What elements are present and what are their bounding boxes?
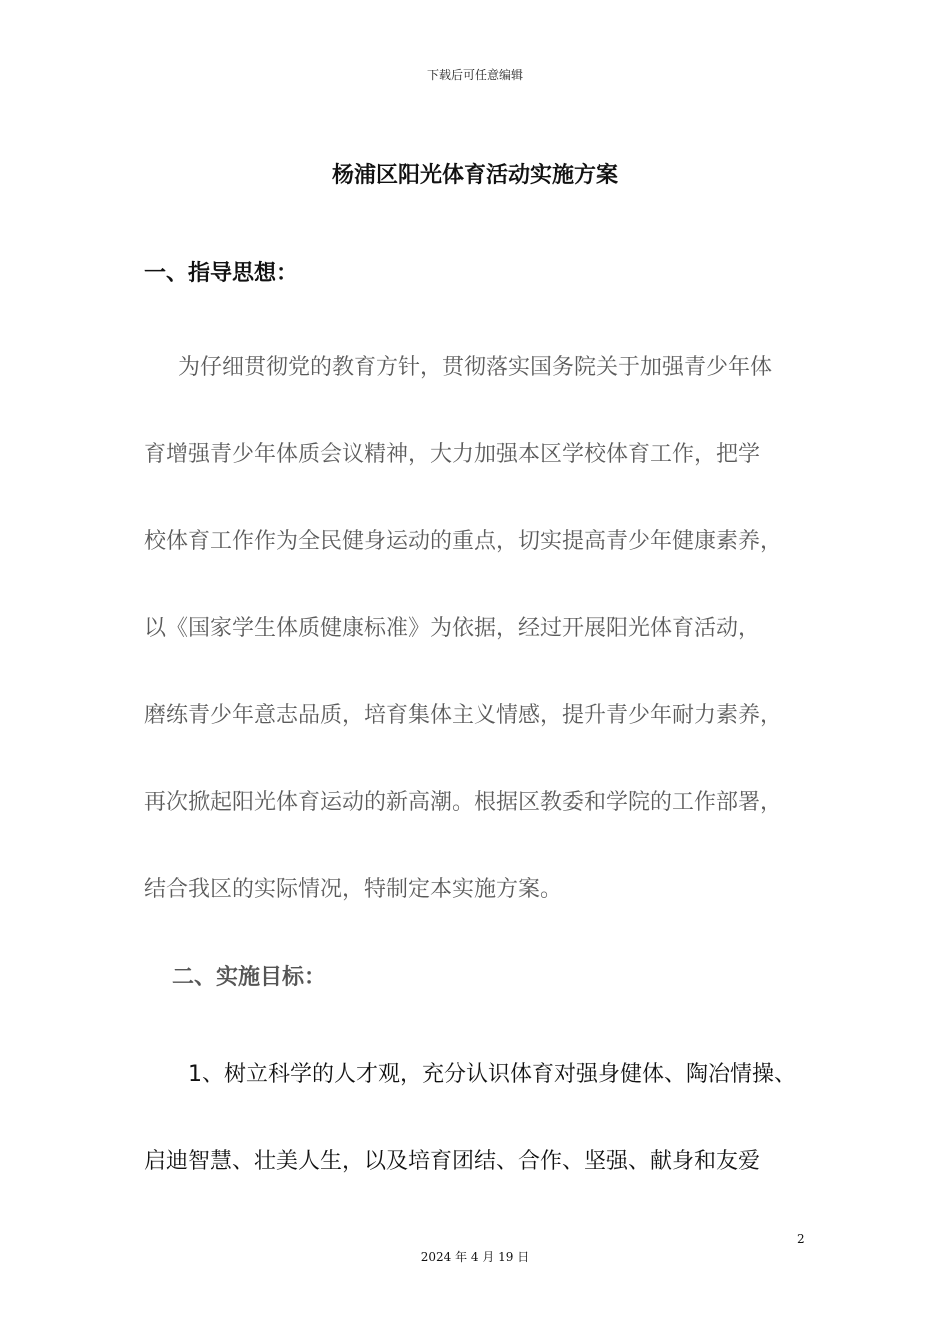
- paragraph-line: 校体育工作作为全民健身运动的重点，切实提高青少年健康素养，: [144, 529, 783, 554]
- paragraph-line: 再次掀起阳光体育运动的新高潮。根据区教委和学院的工作部署，: [144, 790, 783, 815]
- paragraph-line: 磨练青少年意志品质，培育集体主义情感，提升青少年耐力素养，: [144, 703, 783, 728]
- paragraph-line: 为仔细贯彻党的教育方针，贯彻落实国务院关于加强青少年体: [178, 355, 773, 380]
- section-heading-guiding-thought: 一、指导思想：: [144, 261, 299, 286]
- paragraph-line: 结合我区的实际情况，特制定本实施方案。: [144, 877, 563, 902]
- paragraph-line: 启迪智慧、壮美人生，以及培育团结、合作、坚强、献身和友爱: [144, 1149, 761, 1174]
- section-heading-implementation-goals: 二、实施目标：: [172, 965, 327, 990]
- paragraph-line: 1、树立科学的人才观，充分认识体育对强身健体、陶冶情操、: [188, 1062, 796, 1087]
- paragraph-line: 育增强青少年体质会议精神，大力加强本区学校体育工作，把学: [144, 442, 761, 467]
- footer-date: 2024 年 4 月 19 日: [420, 1250, 530, 1264]
- paragraph-line: 以《国家学生体质健康标准》为依据，经过开展阳光体育活动，: [144, 616, 761, 641]
- document-title: 杨浦区阳光体育活动实施方案: [331, 163, 618, 188]
- header-note: 下载后可任意编辑: [426, 68, 523, 82]
- page-number: 2: [797, 1232, 805, 1246]
